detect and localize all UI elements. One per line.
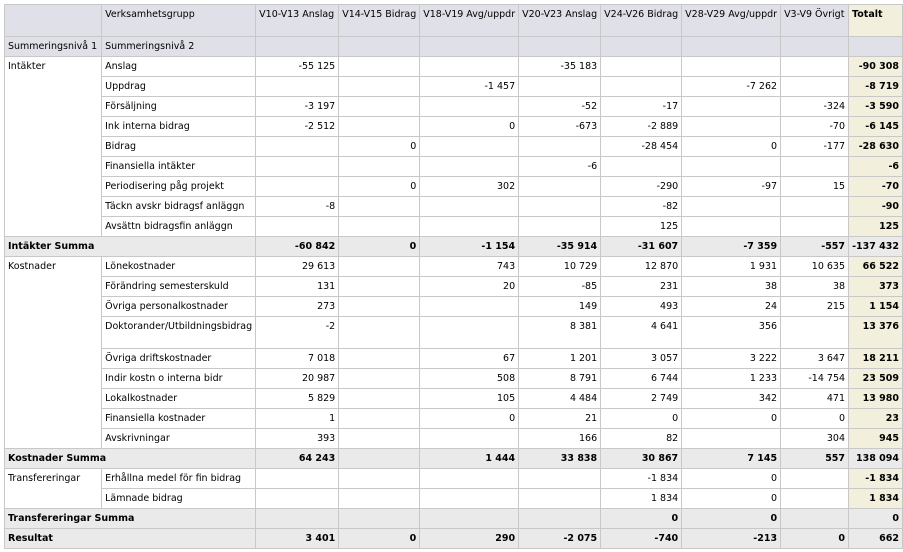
value-cell [339, 277, 420, 297]
table-row [5, 97, 903, 117]
value-cell [601, 57, 682, 77]
value-cell [420, 157, 519, 177]
value-cell: -1 834 [601, 469, 682, 489]
value-cell [601, 77, 682, 97]
header-corner [5, 5, 102, 37]
column-header: V10-V13 Anslag [256, 5, 339, 37]
total-cell: 945 [849, 429, 903, 449]
level-header-filler [601, 37, 682, 57]
value-cell: 21 [519, 409, 601, 429]
table-row [5, 469, 903, 489]
value-cell [519, 217, 601, 237]
value-cell: -324 [781, 97, 849, 117]
summary-value-cell: 557 [781, 449, 849, 469]
value-cell: 0 [682, 489, 781, 509]
table-row [5, 369, 903, 389]
table-row [5, 257, 903, 277]
value-cell: -28 454 [601, 137, 682, 157]
row-label: Ink interna bidrag [102, 117, 256, 137]
summary-total-cell: -137 432 [849, 237, 903, 257]
value-cell: -673 [519, 117, 601, 137]
value-cell [420, 469, 519, 489]
report-container [4, 4, 903, 549]
value-cell [420, 97, 519, 117]
value-cell: 149 [519, 297, 601, 317]
value-cell [601, 157, 682, 177]
summary-value-cell: 33 838 [519, 449, 601, 469]
row-label: Bidrag [102, 137, 256, 157]
total-cell: 1 834 [849, 489, 903, 509]
row-label: Erhållna medel för fin bidrag [102, 469, 256, 489]
table-row [5, 77, 903, 97]
value-cell: 24 [682, 297, 781, 317]
value-cell [420, 489, 519, 509]
value-cell [339, 429, 420, 449]
value-cell [339, 409, 420, 429]
value-cell: 2 749 [601, 389, 682, 409]
total-cell: 373 [849, 277, 903, 297]
value-cell [682, 117, 781, 137]
value-cell [420, 317, 519, 349]
summary-value-cell: -35 914 [519, 237, 601, 257]
result-value-cell: -2 075 [519, 529, 601, 549]
value-cell: 0 [682, 469, 781, 489]
value-cell [682, 57, 781, 77]
value-cell: -2 512 [256, 117, 339, 137]
value-cell [420, 429, 519, 449]
summary-total-cell: 0 [849, 509, 903, 529]
value-cell [339, 117, 420, 137]
value-cell: 342 [682, 389, 781, 409]
table-row [5, 489, 903, 509]
summary-value-cell: 0 [682, 509, 781, 529]
value-cell [420, 297, 519, 317]
row-label: Försäljning [102, 97, 256, 117]
value-cell [420, 217, 519, 237]
value-cell [682, 97, 781, 117]
total-cell: -6 145 [849, 117, 903, 137]
row-label: Avsättn bidragsfin anläggn [102, 217, 256, 237]
value-cell: 0 [339, 137, 420, 157]
value-cell: 215 [781, 297, 849, 317]
summary-value-cell [519, 509, 601, 529]
result-value-cell: 290 [420, 529, 519, 549]
row-label: Finansiella intäkter [102, 157, 256, 177]
value-cell [682, 217, 781, 237]
value-cell: 356 [682, 317, 781, 349]
value-cell: 1 201 [519, 349, 601, 369]
value-cell: -70 [781, 117, 849, 137]
table-row [5, 297, 903, 317]
value-cell: 20 987 [256, 369, 339, 389]
table-row [5, 117, 903, 137]
value-cell [256, 157, 339, 177]
total-cell: -8 719 [849, 77, 903, 97]
group-summary-row [5, 237, 903, 257]
summary-label: Transfereringar Summa [5, 509, 256, 529]
value-cell: 0 [420, 409, 519, 429]
column-header: Totalt [849, 5, 903, 37]
level-header-filler [420, 37, 519, 57]
pivot-table [4, 4, 903, 549]
column-header: V3-V9 Övrigt [781, 5, 849, 37]
value-cell: -2 [256, 317, 339, 349]
value-cell: 1 834 [601, 489, 682, 509]
row-label: Övriga personalkostnader [102, 297, 256, 317]
value-cell: 3 057 [601, 349, 682, 369]
value-cell: -2 889 [601, 117, 682, 137]
summary-value-cell: 1 444 [420, 449, 519, 469]
summary-value-cell: 30 867 [601, 449, 682, 469]
level-header-filler [781, 37, 849, 57]
header-row [5, 5, 903, 37]
level-header-filler [339, 37, 420, 57]
value-cell [781, 317, 849, 349]
group-label: Kostnader [5, 257, 102, 449]
result-value-cell: 3 401 [256, 529, 339, 549]
value-cell [339, 157, 420, 177]
result-row [5, 529, 903, 549]
result-value-cell: -740 [601, 529, 682, 549]
result-value-cell: 0 [781, 529, 849, 549]
group-label: Transfereringar [5, 469, 102, 509]
summary-value-cell: 7 145 [682, 449, 781, 469]
value-cell: -17 [601, 97, 682, 117]
value-cell: 7 018 [256, 349, 339, 369]
value-cell [519, 197, 601, 217]
value-cell: 4 484 [519, 389, 601, 409]
summary-value-cell [420, 509, 519, 529]
total-cell: -70 [849, 177, 903, 197]
value-cell: -97 [682, 177, 781, 197]
value-cell [781, 489, 849, 509]
value-cell: 6 744 [601, 369, 682, 389]
total-cell: 125 [849, 217, 903, 237]
summary-value-cell [781, 509, 849, 529]
table-row [5, 349, 903, 369]
value-cell [682, 197, 781, 217]
value-cell: 29 613 [256, 257, 339, 277]
value-cell: 38 [682, 277, 781, 297]
value-cell: 0 [339, 177, 420, 197]
row-label: Avskrivningar [102, 429, 256, 449]
result-label: Resultat [5, 529, 256, 549]
table-row [5, 217, 903, 237]
row-label: Lönekostnader [102, 257, 256, 277]
value-cell [781, 217, 849, 237]
value-cell: 0 [781, 409, 849, 429]
table-row [5, 177, 903, 197]
value-cell [339, 57, 420, 77]
value-cell: 131 [256, 277, 339, 297]
value-cell [781, 197, 849, 217]
group-summary-row [5, 509, 903, 529]
summary-value-cell: 0 [339, 237, 420, 257]
value-cell: -290 [601, 177, 682, 197]
total-cell: -90 308 [849, 57, 903, 77]
value-cell [256, 77, 339, 97]
column-header: V20-V23 Anslag [519, 5, 601, 37]
value-cell: 3 222 [682, 349, 781, 369]
value-cell: -3 197 [256, 97, 339, 117]
value-cell: -14 754 [781, 369, 849, 389]
value-cell: 393 [256, 429, 339, 449]
value-cell [519, 469, 601, 489]
level-header-filler [256, 37, 339, 57]
value-cell: 5 829 [256, 389, 339, 409]
table-row [5, 409, 903, 429]
value-cell: 4 641 [601, 317, 682, 349]
level-header-filler [682, 37, 781, 57]
value-cell: 20 [420, 277, 519, 297]
value-cell: 1 931 [682, 257, 781, 277]
table-row [5, 317, 903, 349]
value-cell: 1 [256, 409, 339, 429]
table-row [5, 277, 903, 297]
total-cell: 13 376 [849, 317, 903, 349]
row-label: Uppdrag [102, 77, 256, 97]
value-cell [256, 217, 339, 237]
total-cell: -3 590 [849, 97, 903, 117]
value-cell: 273 [256, 297, 339, 317]
summary-label: Kostnader Summa [5, 449, 256, 469]
value-cell: 508 [420, 369, 519, 389]
value-cell: 38 [781, 277, 849, 297]
value-cell [682, 157, 781, 177]
value-cell: 10 729 [519, 257, 601, 277]
column-header: V28-V29 Avg/uppdr [682, 5, 781, 37]
value-cell: 302 [420, 177, 519, 197]
summary-value-cell [339, 509, 420, 529]
row-label: Lokalkostnader [102, 389, 256, 409]
summary-value-cell [256, 509, 339, 529]
total-cell: -6 [849, 157, 903, 177]
value-cell: -177 [781, 137, 849, 157]
value-cell: 12 870 [601, 257, 682, 277]
total-cell: 18 211 [849, 349, 903, 369]
level1-header: Summeringsnivå 1 [5, 37, 102, 57]
value-cell [339, 489, 420, 509]
value-cell: -35 183 [519, 57, 601, 77]
value-cell: 166 [519, 429, 601, 449]
table-row [5, 197, 903, 217]
column-header: V18-V19 Avg/uppdr [420, 5, 519, 37]
summary-label: Intäkter Summa [5, 237, 256, 257]
value-cell [519, 489, 601, 509]
result-value-cell: -213 [682, 529, 781, 549]
total-cell: -28 630 [849, 137, 903, 157]
value-cell: 471 [781, 389, 849, 409]
value-cell [420, 137, 519, 157]
table-row [5, 429, 903, 449]
column-header: V24-V26 Bidrag [601, 5, 682, 37]
value-cell: 0 [420, 117, 519, 137]
table-row [5, 57, 903, 77]
result-total-cell: 662 [849, 529, 903, 549]
group-summary-row [5, 449, 903, 469]
header-group-label: Verksamhetsgrupp [102, 5, 256, 37]
value-cell [256, 489, 339, 509]
value-cell [256, 469, 339, 489]
row-label: Finansiella kostnader [102, 409, 256, 429]
level-header-filler [519, 37, 601, 57]
value-cell [519, 177, 601, 197]
value-cell [781, 469, 849, 489]
value-cell: 0 [682, 409, 781, 429]
value-cell [339, 349, 420, 369]
value-cell: 0 [601, 409, 682, 429]
value-cell: 10 635 [781, 257, 849, 277]
row-label: Lämnade bidrag [102, 489, 256, 509]
value-cell: 3 647 [781, 349, 849, 369]
value-cell: 231 [601, 277, 682, 297]
value-cell: -55 125 [256, 57, 339, 77]
value-cell [339, 217, 420, 237]
value-cell: 304 [781, 429, 849, 449]
total-cell: 66 522 [849, 257, 903, 277]
value-cell: 15 [781, 177, 849, 197]
level-header-row [5, 37, 903, 57]
value-cell [256, 137, 339, 157]
value-cell: -8 [256, 197, 339, 217]
value-cell: 67 [420, 349, 519, 369]
total-cell: 23 509 [849, 369, 903, 389]
level2-header: Summeringsnivå 2 [102, 37, 256, 57]
summary-value-cell: 64 243 [256, 449, 339, 469]
value-cell: -82 [601, 197, 682, 217]
value-cell [339, 197, 420, 217]
summary-value-cell: 0 [601, 509, 682, 529]
table-row [5, 137, 903, 157]
value-cell: 743 [420, 257, 519, 277]
value-cell: -85 [519, 277, 601, 297]
value-cell [339, 97, 420, 117]
level-header-filler [849, 37, 903, 57]
value-cell: 125 [601, 217, 682, 237]
value-cell [339, 257, 420, 277]
value-cell: -52 [519, 97, 601, 117]
value-cell: 82 [601, 429, 682, 449]
value-cell: 105 [420, 389, 519, 409]
value-cell [682, 429, 781, 449]
value-cell: -1 457 [420, 77, 519, 97]
row-label: Övriga driftskostnader [102, 349, 256, 369]
value-cell [519, 77, 601, 97]
value-cell: -7 262 [682, 77, 781, 97]
row-label: Periodisering påg projekt [102, 177, 256, 197]
value-cell [339, 389, 420, 409]
total-cell: -1 834 [849, 469, 903, 489]
row-label: Indir kostn o interna bidr [102, 369, 256, 389]
total-cell: -90 [849, 197, 903, 217]
summary-value-cell: -60 842 [256, 237, 339, 257]
value-cell [781, 157, 849, 177]
row-label: Täckn avskr bidragsf anläggn [102, 197, 256, 217]
value-cell [339, 297, 420, 317]
row-label: Förändring semesterskuld [102, 277, 256, 297]
value-cell [519, 137, 601, 157]
table-row [5, 389, 903, 409]
summary-value-cell [339, 449, 420, 469]
value-cell: 8 791 [519, 369, 601, 389]
value-cell [420, 57, 519, 77]
value-cell [339, 469, 420, 489]
value-cell: 493 [601, 297, 682, 317]
value-cell [420, 197, 519, 217]
group-label: Intäkter [5, 57, 102, 237]
value-cell [781, 57, 849, 77]
value-cell [339, 317, 420, 349]
total-cell: 23 [849, 409, 903, 429]
summary-total-cell: 138 094 [849, 449, 903, 469]
summary-value-cell: -557 [781, 237, 849, 257]
value-cell: 8 381 [519, 317, 601, 349]
value-cell [256, 177, 339, 197]
row-label: Anslag [102, 57, 256, 77]
table-row [5, 157, 903, 177]
column-header: V14-V15 Bidrag [339, 5, 420, 37]
total-cell: 13 980 [849, 389, 903, 409]
summary-value-cell: -1 154 [420, 237, 519, 257]
value-cell: 1 233 [682, 369, 781, 389]
summary-value-cell: -31 607 [601, 237, 682, 257]
result-value-cell: 0 [339, 529, 420, 549]
value-cell: 0 [682, 137, 781, 157]
value-cell [339, 369, 420, 389]
summary-value-cell: -7 359 [682, 237, 781, 257]
value-cell [339, 77, 420, 97]
row-label: Doktorander/Utbildningsbidrag [102, 317, 256, 349]
value-cell: -6 [519, 157, 601, 177]
value-cell [781, 77, 849, 97]
total-cell: 1 154 [849, 297, 903, 317]
